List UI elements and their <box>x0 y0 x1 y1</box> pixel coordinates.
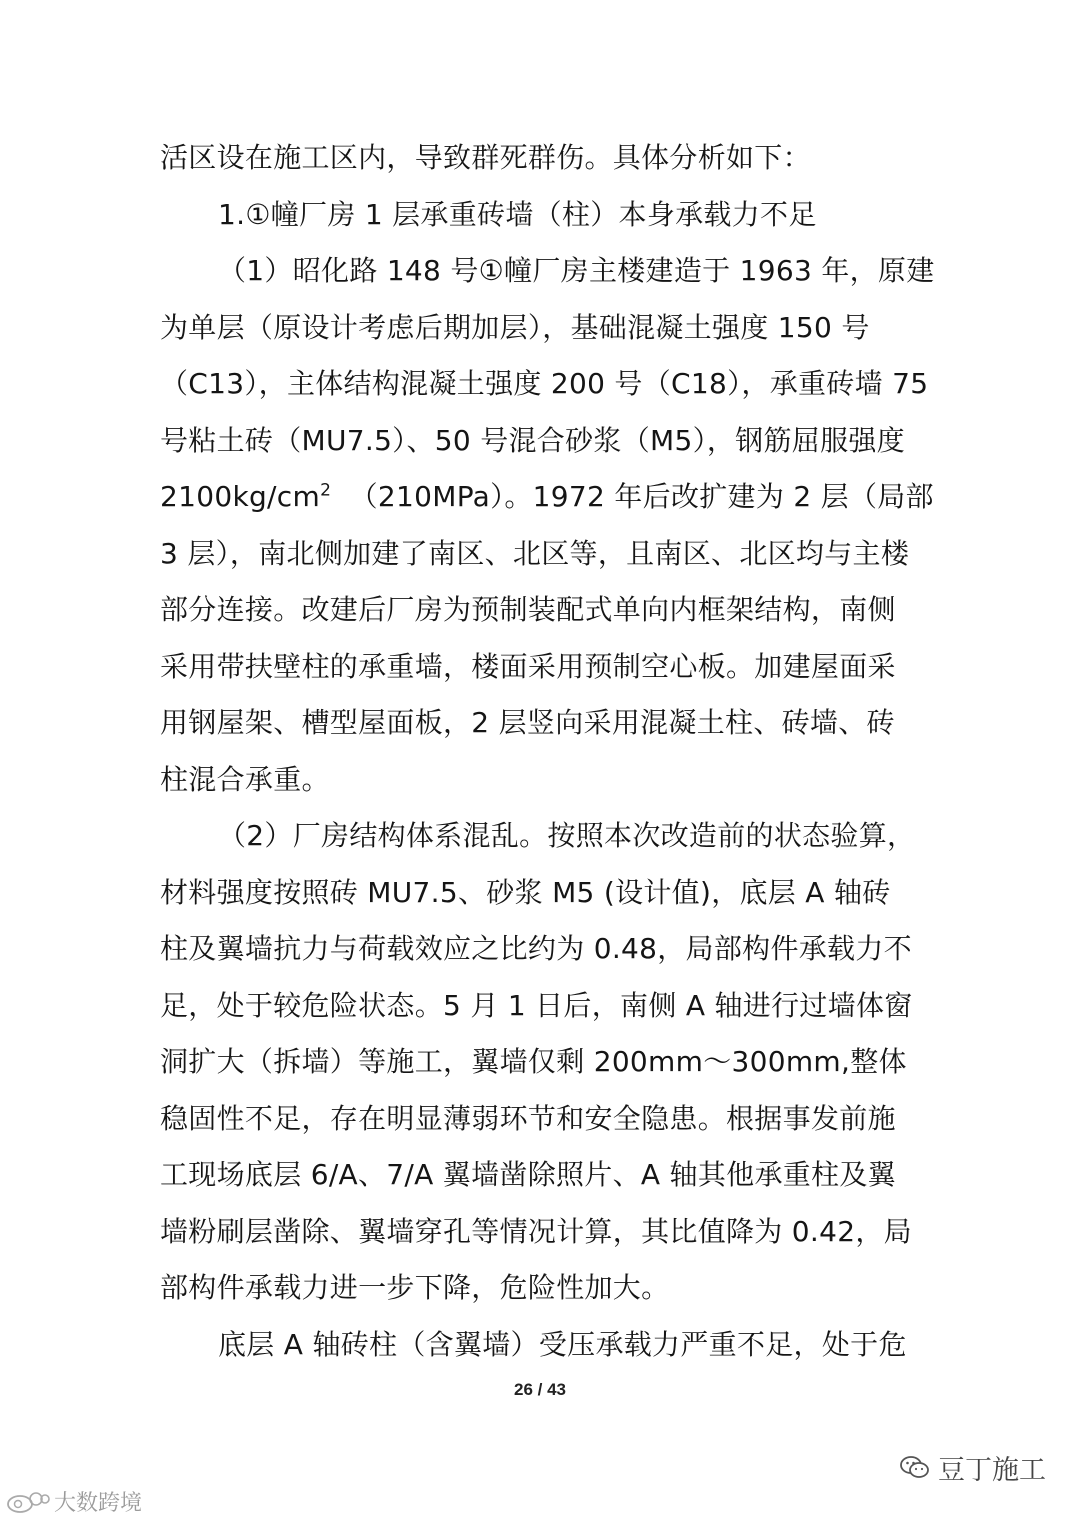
text-line-content: （2）厂房结构体系混乱。按照本次改造前的状态验算， <box>218 819 916 852</box>
text-line <box>160 526 922 583</box>
text-line <box>160 1147 922 1204</box>
text-line-content: （210MPa）。1972 年后改扩建为 2 层（局部 <box>349 480 934 513</box>
text-line-content: 底层 A 轴砖柱（含翼墙）受压承载力严重不足，处于危 <box>218 1327 907 1361</box>
text-line <box>160 187 922 244</box>
text-line-prefix: 2100kg/cm <box>160 480 321 513</box>
watermark-right-label: 豆丁施工 <box>938 1455 1046 1486</box>
text-line <box>160 639 922 696</box>
text-line <box>160 921 922 978</box>
document-body <box>160 130 935 1373</box>
text-line-content: 稳固性不足，存在明显薄弱环节和安全隐患。根据事发前施 <box>160 1101 896 1135</box>
text-line <box>160 1260 922 1317</box>
text-line <box>160 582 922 639</box>
text-line <box>160 865 922 922</box>
text-line <box>160 752 922 809</box>
text-line-content: 为单层（原设计考虑后期加层），基础混凝土强度 150 号 <box>160 310 870 344</box>
watermark-right <box>900 1448 1046 1487</box>
text-line <box>160 1204 922 1261</box>
text-line <box>160 978 922 1035</box>
text-line-content: 部分连接。改建后厂房为预制装配式单向内框架结构，南侧 <box>160 593 896 626</box>
text-line-content: 材料强度按照砖 MU7.5、砂浆 M5 (设计值)，底层 A 轴砖 <box>160 875 891 909</box>
text-line <box>160 469 934 526</box>
text-line-content: 活区设在施工区内，导致群死群伤。具体分析如下： <box>160 141 811 174</box>
text-line-content: 用钢屋架、槽型屋面板，2 层竖向采用混凝土柱、砖墙、砖 <box>160 706 895 739</box>
wechat-icon <box>900 1455 930 1481</box>
watermark-left-label: 大数跨境 <box>54 1491 143 1516</box>
text-line <box>160 130 922 187</box>
text-line <box>160 808 922 865</box>
text-line-content: 采用带扶壁柱的承重墙，楼面采用预制空心板。加建屋面采 <box>160 649 896 683</box>
text-line <box>160 1091 922 1148</box>
superscript: 2 <box>320 480 332 501</box>
text-line-content: （C13），主体结构混凝土强度 200 号（C18），承重砖墙 75 <box>160 367 929 400</box>
text-line <box>160 356 929 413</box>
text-line-content: 3 层），南北侧加建了南区、北区等，且南区、北区均与主楼 <box>160 536 910 570</box>
watermark-left <box>6 1486 142 1517</box>
page-number: 26 / 43 <box>514 1380 566 1399</box>
text-line-content: 柱混合承重。 <box>160 762 330 796</box>
text-line-content: 工现场底层 6/A、7/A 翼墙凿除照片、A 轴其他承重柱及翼 <box>160 1158 896 1191</box>
text-line-content: 洞扩大（拆墙）等施工，翼墙仅剩 200mm～300mm,整体 <box>160 1045 907 1078</box>
text-line-content: 部构件承载力进一步下降，危险性加大。 <box>160 1271 670 1304</box>
text-line-content: 墙粉刷层凿除、翼墙穿孔等情况计算，其比值降为 0.42，局 <box>160 1214 912 1248</box>
text-line <box>160 695 922 752</box>
text-line-content: （1）昭化路 148 号①幢厂房主楼建造于 1963 年，原建 <box>218 254 935 287</box>
text-line <box>160 243 935 300</box>
text-line <box>160 413 922 470</box>
text-line <box>160 1317 922 1374</box>
weibo-icon <box>6 1489 50 1515</box>
text-line <box>160 1034 922 1091</box>
text-line-content: 1.①幢厂房 1 层承重砖墙（柱）本身承载力不足 <box>218 197 817 231</box>
text-line-content: 足，处于较危险状态。5 月 1 日后，南侧 A 轴进行过墙体窗 <box>160 988 913 1022</box>
text-line-content: 号粘土砖（MU7.5）、50 号混合砂浆（M5），钢筋屈服强度 <box>160 423 905 457</box>
text-line <box>160 300 922 357</box>
text-line-content: 柱及翼墙抗力与荷载效应之比约为 0.48，局部构件承载力不 <box>160 932 912 965</box>
